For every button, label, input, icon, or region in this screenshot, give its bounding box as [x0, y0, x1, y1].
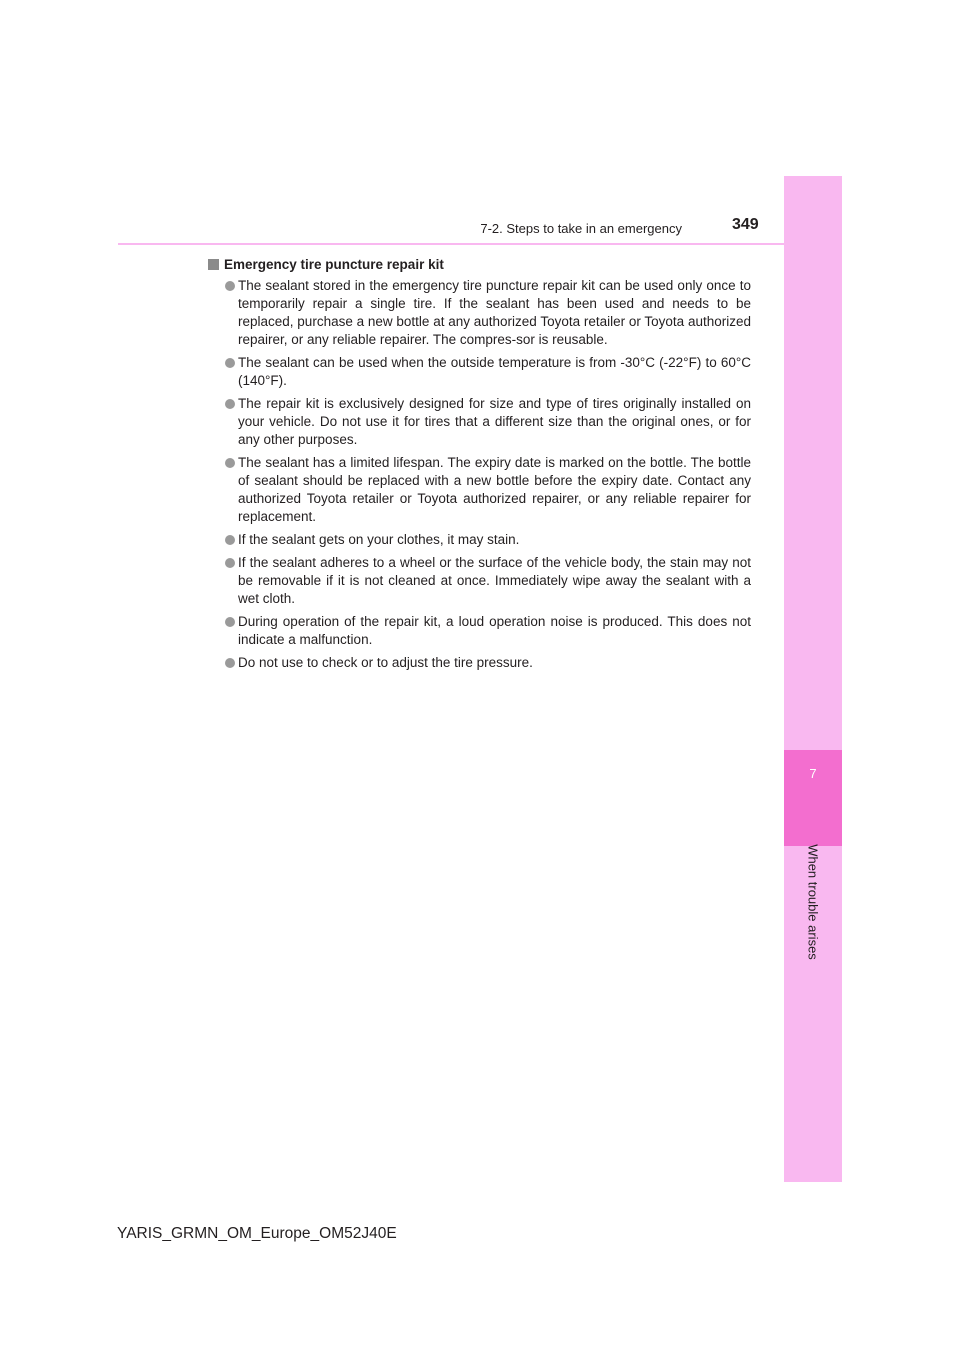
section-title: 7-2. Steps to take in an emergency: [480, 221, 682, 236]
section-heading: [208, 256, 751, 273]
list-item: [208, 613, 751, 649]
square-bullet-icon: [208, 259, 219, 270]
list-item-text: Do not use to check or to adjust the tire pressure.: [238, 655, 533, 670]
list-item: [208, 654, 751, 672]
chapter-label: When trouble arises: [805, 844, 821, 960]
list-item-text: The repair kit is exclusively designed for size and type of tires originally installed on your vehicle. Do not use it for tires that a different size than the original ones, or for any other purposes.: [238, 396, 751, 447]
bullet-icon: [225, 558, 235, 568]
list-item-text: If the sealant gets on your clothes, it may stain.: [238, 532, 520, 547]
list-item: [208, 395, 751, 449]
bullet-icon: [225, 617, 235, 627]
chapter-side-tab: [784, 176, 842, 1182]
chapter-side-tab-active: [784, 750, 842, 846]
list-item-text: The sealant has a limited lifespan. The expiry date is marked on the bottle. The bottle of sealant should be replaced with a new bottle before the expiry date. Contact any authorized Toyota retailer or Toyota authorized repairer, or any reliable repairer for replacement.: [238, 455, 751, 524]
list-item: [208, 277, 751, 349]
bullet-list: [208, 277, 751, 672]
bullet-icon: [225, 358, 235, 368]
page-content: [208, 256, 751, 677]
bullet-icon: [225, 535, 235, 545]
list-item: [208, 531, 751, 549]
page-number: 349: [732, 216, 759, 233]
bullet-icon: [225, 281, 235, 291]
chapter-number: 7: [809, 766, 817, 781]
list-item: [208, 354, 751, 390]
bullet-icon: [225, 399, 235, 409]
list-item: [208, 454, 751, 526]
bullet-icon: [225, 458, 235, 468]
list-item-text: During operation of the repair kit, a loud operation noise is produced. This does not indicate a malfunction.: [238, 614, 751, 647]
list-item-text: If the sealant adheres to a wheel or the surface of the vehicle body, the stain may not be removable if it is not cleaned at once. Immediately wipe away the sealant with a wet cloth.: [238, 555, 751, 606]
section-heading-text: Emergency tire puncture repair kit: [224, 257, 444, 272]
list-item-text: The sealant stored in the emergency tire puncture repair kit can be used only once to temporarily repair a single tire. If the sealant has been used and needs to be replaced, purchase a new bottle at any authorized Toyota retailer or Toyota authorized repairer, or any reliable repairer. The compres-sor is reusable.: [238, 278, 751, 347]
list-item-text: The sealant can be used when the outside temperature is from -30°C (-22°F) to 60°C (140°F).: [238, 355, 751, 388]
header-rule: [118, 243, 842, 245]
document-code: YARIS_GRMN_OM_Europe_OM52J40E: [117, 1225, 397, 1242]
list-item: [208, 554, 751, 608]
bullet-icon: [225, 658, 235, 668]
